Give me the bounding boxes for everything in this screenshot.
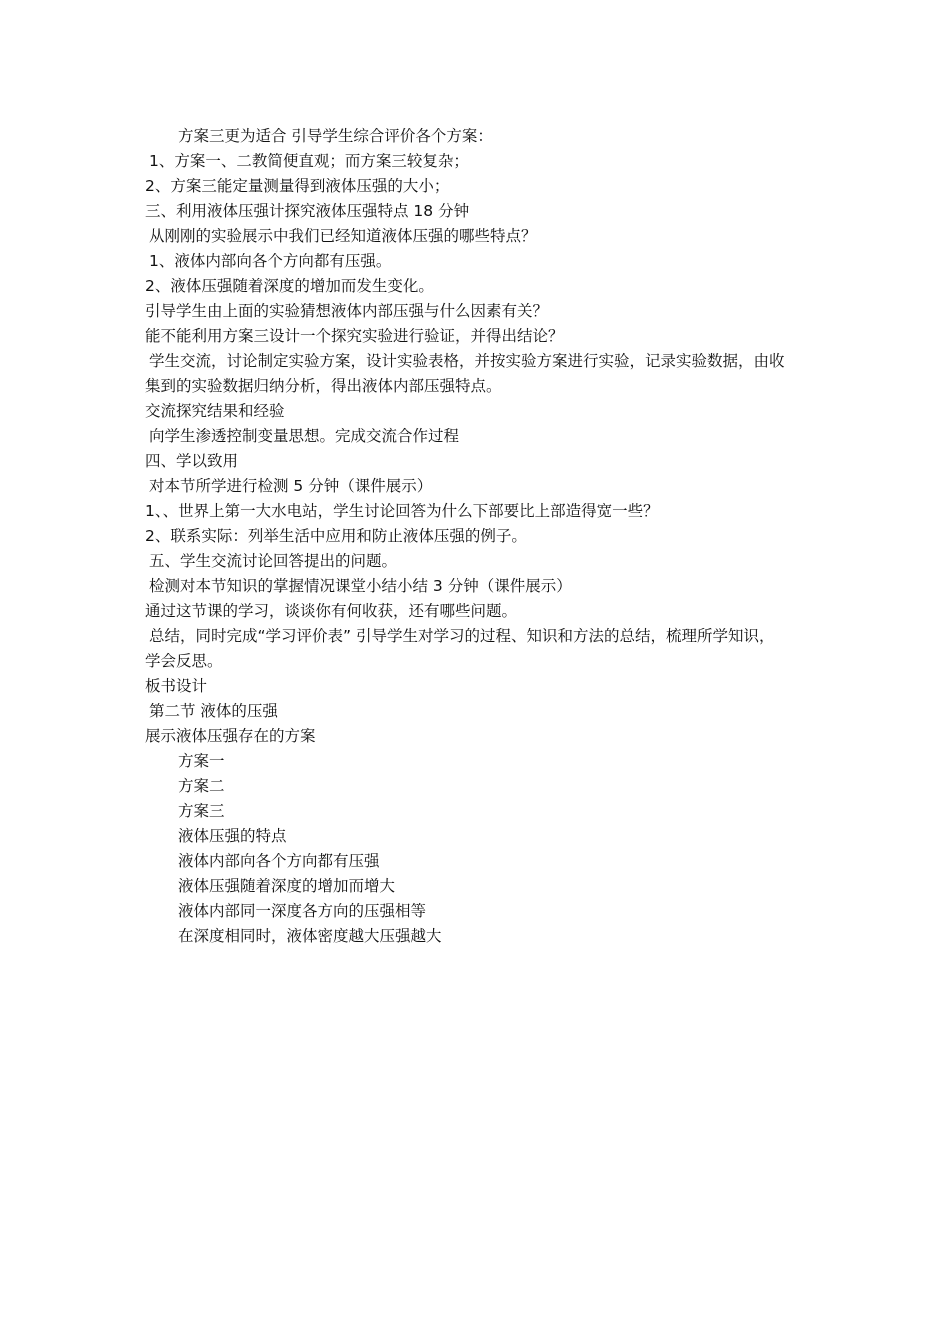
text-line: 能不能利用方案三设计一个探究实验进行验证，并得出结论？ (145, 327, 564, 345)
text-line: 1、方案一、二教简便直观；而方案三较复杂； (149, 152, 469, 170)
board-item: 液体压强随着深度的增加而增大 (178, 877, 396, 895)
section-heading: 四、学以致用 (145, 452, 239, 470)
text-line: 向学生渗透控制变量思想。完成交流合作过程 (149, 427, 460, 445)
text-line: 2、联系实际：列举生活中应用和防止液体压强的例子。 (145, 527, 527, 545)
text-line: 总结，同时完成“学习评价表” 引导学生对学习的过程、知识和方法的总结，梳理所学知识， (149, 627, 775, 645)
board-item: 液体压强的特点 (178, 827, 287, 845)
text-line: 从刚刚的实验展示中我们已经知道液体压强的哪些特点？ (149, 227, 537, 245)
text-line: 2、液体压强随着深度的增加而发生变化。 (145, 277, 434, 295)
document-body (145, 124, 835, 949)
text-line: 引导学生由上面的实验猜想液体内部压强与什么因素有关？ (145, 302, 549, 320)
text-line: 1、、世界上第一大水电站，学生讨论回答为什么下部要比上部造得宽一些？ (145, 502, 659, 520)
text-line: 2、方案三能定量测量得到液体压强的大小； (145, 177, 450, 195)
text-line: 方案三更为适合 引导学生综合评价各个方案： (178, 127, 493, 145)
board-item: 方案三 (178, 802, 225, 820)
board-item: 方案二 (178, 777, 225, 795)
section-heading: 三、利用液体压强计探究液体压强特点 18 分钟 (145, 202, 470, 220)
text-line: 对本节所学进行检测 5 分钟（课件展示） (149, 477, 433, 495)
text-line: 学生交流，讨论制定实验方案，设计实验表格，并按实验方案进行实验，记录实验数据，由收 (149, 352, 785, 370)
board-item: 液体内部向各个方向都有压强 (178, 852, 380, 870)
text-line: 1、液体内部向各个方向都有压强。 (149, 252, 392, 270)
text-line: 检测对本节知识的掌握情况课堂小结小结 3 分钟（课件展示） (149, 577, 572, 595)
text-line: 交流探究结果和经验 (145, 402, 285, 420)
text-line: 展示液体压强存在的方案 (145, 727, 316, 745)
board-title: 第二节 液体的压强 (149, 702, 278, 720)
board-item: 液体内部同一深度各方向的压强相等 (178, 902, 427, 920)
board-item: 方案一 (178, 752, 225, 770)
section-heading: 五、学生交流讨论回答提出的问题。 (149, 552, 398, 570)
board-item: 在深度相同时，液体密度越大压强越大 (178, 927, 442, 945)
section-heading: 板书设计 (145, 677, 208, 695)
text-line: 集到的实验数据归纳分析，得出液体内部压强特点。 (145, 377, 502, 395)
text-line: 学会反思。 (145, 652, 223, 670)
text-line: 通过这节课的学习，谈谈你有何收获，还有哪些问题。 (145, 602, 518, 620)
